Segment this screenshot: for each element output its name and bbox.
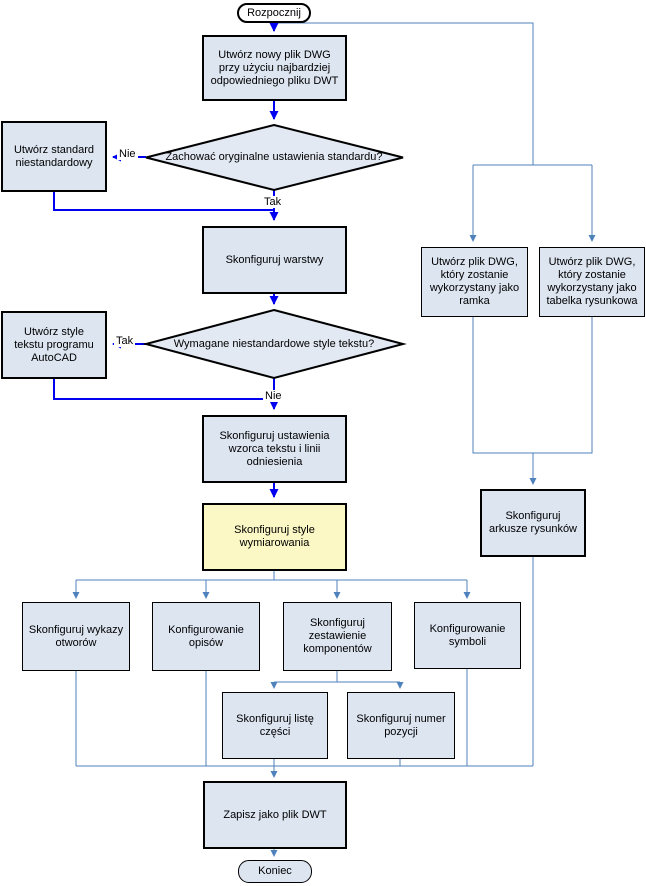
- edge-label-yes-1: Tak: [264, 196, 282, 208]
- edge-label-yes-2: Tak: [116, 335, 134, 347]
- process-parts-list: [222, 692, 328, 759]
- decision-text-styles-label: [161, 325, 387, 363]
- process-custom-standard-label: Utwórz standard niestandardowy: [13, 143, 95, 169]
- process-component-list: [283, 602, 392, 671]
- process-component-list-label: Skonfiguruj zestawienie komponentów: [303, 617, 372, 655]
- end-label: Koniec: [258, 865, 292, 877]
- process-save-dwt: [203, 781, 347, 849]
- process-text-pattern: [202, 415, 347, 483]
- decision-keep-standard-label: [161, 138, 387, 176]
- process-create-file-label: Utwórz nowy plik DWG przy użyciu najbardziej odpowiedniego pliku DWT: [210, 48, 339, 87]
- process-dwg-frame: [421, 247, 528, 317]
- process-sheet-sets: [480, 489, 586, 557]
- process-text-pattern-label: Skonfiguruj ustawienia wzorca tekstu i linii odniesienia: [219, 429, 330, 468]
- process-create-text-styles-label: Utwórz style tekstu programu AutoCAD: [14, 325, 94, 364]
- process-dimension-styles: [202, 503, 347, 571]
- decision-text-styles-text: Wymagane niestandardowe style tekstu?: [173, 337, 375, 350]
- edge-label-no-2: Nie: [265, 390, 282, 402]
- process-save-dwt-label: Zapisz jako plik DWT: [223, 808, 327, 821]
- process-dimension-styles-label: Skonfiguruj style wymiarowania: [234, 524, 315, 549]
- process-create-file: [202, 35, 347, 101]
- process-item-number-label: Skonfiguruj numer pozycji: [356, 712, 446, 738]
- start-label: Rozpocznij: [247, 6, 301, 19]
- process-symbols: [414, 602, 521, 669]
- start-terminator: [237, 3, 311, 23]
- process-dwg-frame-label: Utwórz plik DWG, który zostanie wykorzystany jako ramka: [429, 256, 520, 307]
- process-parts-list-label: Skonfiguruj listę części: [236, 712, 314, 738]
- process-hole-charts: [22, 602, 130, 671]
- process-configure-layers: [202, 226, 347, 294]
- edge-label-no-1: Nie: [119, 148, 136, 160]
- process-configure-layers-label: Skonfiguruj warstwy: [225, 253, 324, 266]
- process-annotations-label: Konfigurowanie opisów: [168, 623, 244, 649]
- process-dwg-title-block: [539, 247, 645, 317]
- process-hole-charts-label: Skonfiguruj wykazy otworów: [28, 623, 124, 649]
- process-item-number: [347, 692, 455, 759]
- end-terminator: [238, 860, 312, 883]
- process-sheet-sets-label: Skonfiguruj arkusze rysunków: [488, 510, 578, 535]
- process-dwg-title-block-label: Utwórz plik DWG, który zostanie wykorzystany jako tabelka rysunkowa: [546, 256, 638, 307]
- process-symbols-label: Konfigurowanie symboli: [429, 622, 506, 648]
- process-create-text-styles: [1, 311, 107, 379]
- process-annotations: [152, 602, 260, 671]
- process-custom-standard: [1, 121, 107, 192]
- decision-keep-standard-text: Zachować oryginalne ustawienia standardu?: [165, 150, 383, 163]
